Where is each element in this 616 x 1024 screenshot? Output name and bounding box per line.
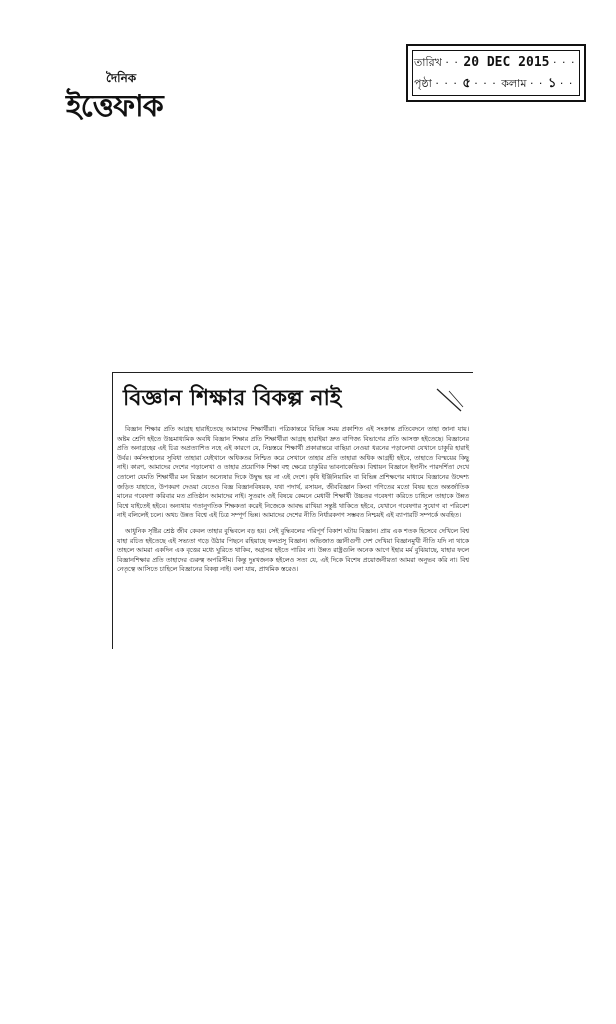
masthead-daily-label: দৈনিক — [106, 71, 137, 85]
stamp-column-label: কলাম — [501, 77, 527, 90]
stamp-column-value: ১ — [547, 76, 557, 91]
article-paragraph-2: আধুনিক সৃষ্টির শ্রেষ্ঠ জীব কেবল তাহার বুদ্ধিবলে বড় হয়। সেই বুদ্ধিবলের পরিপূর্ণ বিকাশ ঘটায় বিজ্ঞান। প্রায় এক শতক হিসেবে দেখিলে বিশ্ব যাহা রচিত হইতেছে এই সভ্যতা গড়ে উঠার পিছনে রহিয়াছে ফলপ্রসূ বিজ্ঞান। অভিজাত জ্ঞানীগুণী দেশ দেখিয়া বিজ্ঞানমুখী নীতি যদি না থাকে তাহলে আমরা একদিন এক বৃত্তের মধ্যে ঘুরিতে থাকিব, অগ্রসর হইতে পারিব না। উন্নত রাষ্ট্রগুলি অনেক আগে ইহার মর্ম বুঝিয়াছে, যাহার ফলে বিজ্ঞানশিক্ষার প্রতি তাহাদের গুরুত্ব অপরিসীম। কিন্তু দুঃখজনক হইলেও সত্য যে, এই দিকে বিশেষ প্রয়োজনীয়তা আমরা অনুভব করি না। বিশ্ব নেতৃত্বে আসিতে চাহিলে বিজ্ঞানের বিকল্প নাই। বলা যায়, প্রাথমিক স্তরেও। — [117, 527, 469, 574]
pen-mark-icon — [435, 387, 465, 417]
stamp-page-row: পৃষ্ঠা · · · ৫ · · · কলাম · · ১ · · — [414, 76, 574, 91]
masthead-newspaper-name: ইত্তেফাক — [66, 89, 163, 124]
newspaper-masthead — [66, 70, 196, 124]
stamp-page-value: ৫ — [462, 76, 471, 91]
stamp-date-value: 20 DEC 2015 — [463, 55, 550, 70]
newspaper-clipping — [112, 372, 473, 649]
stamp-page-label: পৃষ্ঠা — [414, 77, 432, 90]
stamp-date-label: তারিখ — [414, 56, 442, 69]
article-headline: বিজ্ঞান শিক্ষার বিকল্প নাই — [123, 385, 342, 411]
clipping-date-stamp — [406, 44, 586, 102]
stamp-date-row: তারিখ · · 20 DEC 2015 · · · — [414, 55, 576, 70]
article-paragraph-1: বিজ্ঞান শিক্ষার প্রতি আগ্রহ হারাইতেছে আমাদের শিক্ষার্থীরা। পত্রিকান্তরে বিভিন্ন সময় প্রকাশিত এই সংক্রান্ত প্রতিবেদনে তাহা জানা যায়। অষ্টম শ্রেণি হইতে উচ্চমাধ্যমিক অবধি বিজ্ঞান শিক্ষার প্রতি শিক্ষার্থীরা আগ্রহ হারাইয়া দ্রুত বাণিজ্য বিভাগের প্রতি আসক্ত হইতেছে। বিজ্ঞানের প্রতি অনাগ্রহের এই চিত্র অপ্রত্যাশিত নহে এই কারণে যে, নিম্নস্তরে শিক্ষার্থী প্রকারান্তরে বাছিয়া নেওয়া ধরনের পড়ালেখা যেখানে চাকুরি হারাই উর্বর। কর্মসংস্থানের সুবিধা তাহারা যেইখানে অধিকতর নিশ্চিত করে সেখানে তাহার প্রতি তাহারা অধিক আগ্রহী হইবে, তাহাতে বিস্ময়ের কিছু নাই। কারণ, আমাদের দেশের পড়ালেখা ও তাহার প্রয়োগিক শিক্ষা বহু ক্ষেত্রে চাকুরির ভাবনাকেন্দ্রিক। বিশ্বায়ন বিজ্ঞানে ইদানীং পারদর্শিতা দেখে তোলো যেমতি শিক্ষার্থীর মন বিজ্ঞান অন্যেষার দিকে উদ্বুদ্ধ হয় না এই দেশে। কৃষি ইঞ্জিনিয়ারিং বা বিভিন্ন প্রশিক্ষণের মাধ্যমে বিজ্ঞানের উদ্দেশ্য জড়িত যাহাতে, উপকরণ দেওয়া যেতেও বিজ্ঞ বিজ্ঞানবিষয়ক, যথা পদার্থ, রসায়ন, জীববিজ্ঞান কিংবা গণিতের মতো বিষয় হতে অন্তর্জাতিক মানের গবেষণা করিবার মত প্রতিষ্ঠান আমাদের নাই। সুতরাং ওই বিষয়ে কেমনে মেধাবী শিক্ষার্থী উচ্চতর গবেষণা করিতে চাহিলে তাহাকে উন্নত বিশ্বে যাইতেই হইবে। অন্যথায় গতানুগতিক শিক্ষকতা করেই নিজেকে আবদ্ধ রাখিয়া সন্তুষ্ট থাকিতে হইবে, যেখানে গবেষণার সুযোগ বা পরিবেশ নাই বলিলেই চলে। অথচ উন্নত বিশ্বে এই চিত্র সম্পূর্ণ ভিন্ন। আমাদের দেশের নীতি নির্ধারকগণ সম্ভবত নিশ্চয়ই এই ব্যাপারটি সম্পর্কে অবহিত। — [117, 426, 469, 520]
article-body — [117, 425, 469, 577]
